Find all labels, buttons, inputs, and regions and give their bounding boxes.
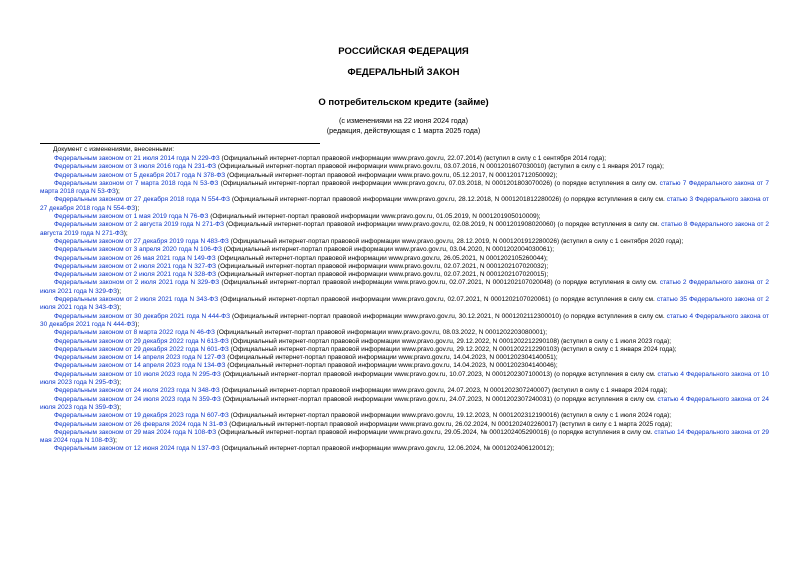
amendment-law-link[interactable]: Федеральным законом от 2 июля 2021 года N 327-ФЗ [54, 262, 217, 270]
amendment-closing-text: ); [123, 229, 128, 237]
amendment-article-link[interactable]: статью 4 Федерального закона от 30 декабря 2021 года N 444-ФЗ [40, 312, 770, 328]
amendment-item [40, 387, 769, 395]
amendment-publication-text: (Официальный интернет-портал правовой информации www.pravo.gov.ru, 24.07.2023, N 0001202307240031) (о порядке вступления в силу см. [220, 395, 658, 403]
amendment-law-link[interactable]: Федеральным законом от 2 июля 2021 года N 329-ФЗ [54, 279, 220, 287]
amendment-item [40, 313, 769, 330]
amendment-article-link[interactable]: статью 7 Федерального закона от 7 марта 2018 года N 53-ФЗ [40, 179, 769, 196]
amendment-publication-text: (Официальный интернет-портал правовой информации www.pravo.gov.ru, 22.07.2014) (вступил в силу с 1 сентября 2014 года); [219, 155, 607, 162]
amendment-law-link[interactable]: Федеральным законом от 30 декабря 2021 года N 444-ФЗ [54, 312, 231, 320]
amendment-closing-text: ); [117, 379, 122, 387]
amendment-law-link[interactable]: Федеральным законом от 1 мая 2019 года N 76-ФЗ [54, 213, 209, 221]
amendment-law-link[interactable]: Федеральным законом от 2 июля 2021 года N 343-ФЗ [54, 296, 219, 304]
document-title: О потребительском кредите (займе) [318, 97, 489, 108]
amendment-law-link[interactable]: Федеральным законом от 5 декабря 2017 года N 378-ФЗ [54, 171, 226, 179]
amendment-law-link[interactable]: Федеральным законом от 2 июля 2021 года N 328-ФЗ [54, 271, 217, 279]
changes-note: (с изменениями на 22 июня 2024 года) [338, 116, 469, 125]
amendment-publication-text: (Официальный интернет-портал правовой информации www.pravo.gov.ru, 28.12.2019, N 0001201912280026) (вступил в силу с 1 сентября 2020 года); [228, 237, 684, 245]
amendment-closing-text: ); [135, 204, 140, 212]
amendment-article-link[interactable]: статью 14 Федерального закона от 29 мая 2024 года N 108-ФЗ [40, 428, 769, 445]
amendment-item [40, 221, 769, 238]
amendments-list [40, 155, 769, 454]
amendment-publication-text: (Официальный интернет-портал правовой информации www.pravo.gov.ru, 14.04.2023, N 0001202304140051); [225, 354, 558, 362]
doc-type-heading: ФЕДЕРАЛЬНЫЙ ЗАКОН [347, 67, 460, 78]
amendment-article-link[interactable]: статью 2 Федерального закона от 2 июля 2021 года N 329-ФЗ [40, 279, 769, 295]
amendment-item [40, 396, 769, 413]
amendment-publication-text: (Официальный интернет-портал правовой информации www.pravo.gov.ru, 02.07.2021, N 0001202107020048) (о порядке вступления в силу см. [219, 279, 660, 287]
amendment-publication-text: (Официальный интернет-портал правовой информации www.pravo.gov.ru, 10.07.2023, N 0001202307100013) (о порядке вступления в силу см. [220, 370, 658, 378]
amendment-item [40, 163, 769, 171]
amendment-publication-text: (Официальный интернет-портал правовой информации www.pravo.gov.ru, 03.07.2016, N 0001201607030010) (вступил в силу с 1 января 2017 года); [216, 163, 664, 171]
country-heading: РОССИЙСКАЯ ФЕДЕРАЦИЯ [338, 46, 469, 57]
amendment-law-link[interactable]: Федеральным законом от 24 июля 2023 года N 348-ФЗ [54, 387, 220, 395]
amendment-publication-text: (Официальный интернет-портал правовой информации www.pravo.gov.ru, 30.12.2021, N 0001202112300010) (о порядке вступления в силу см. [230, 312, 667, 320]
amendment-publication-text: (Официальный интернет-портал правовой информации www.pravo.gov.ru, 29.12.2022, N 0001202212290103) (вступил в силу с 1 января 2024 года); [228, 345, 677, 353]
amendment-publication-text: (Официальный интернет-портал правовой информации www.pravo.gov.ru, 02.07.2021, N 0001202107020015); [216, 271, 549, 279]
amendment-publication-text: (Официальный интернет-портал правовой информации www.pravo.gov.ru, 03.04.2020, N 0001202004030061); [221, 246, 555, 254]
amendment-item [40, 338, 769, 346]
amendment-article-link[interactable]: статью 8 Федерального закона от 2 августа 2019 года N 271-ФЗ [40, 221, 770, 237]
edition-note: (редакция, действующая с 1 марта 2025 года) [326, 126, 481, 135]
amendment-item [40, 246, 769, 254]
amendment-publication-text: (Официальный интернет-портал правовой информации www.pravo.gov.ru, 12.06.2024, № 0001202406120012); [219, 445, 555, 453]
amendment-law-link[interactable]: Федеральным законом от 8 марта 2022 года N 46-ФЗ [54, 329, 215, 337]
amendment-article-link[interactable]: статью 35 Федерального закона от 2 июля 2021 года N 343-ФЗ [40, 296, 769, 312]
amendment-law-link[interactable]: Федеральным законом от 29 декабря 2022 года N 613-ФЗ [54, 337, 229, 345]
amendment-publication-text: (Официальный интернет-портал правовой информации www.pravo.gov.ru, 28.12.2018, N 0001201812280026) (о порядке вступления в силу см. [229, 196, 667, 204]
amendment-law-link[interactable]: Федеральным законом от 12 июня 2024 года N 137-ФЗ [54, 445, 220, 453]
amendment-law-link[interactable]: Федеральным законом от 3 апреля 2020 года N 106-ФЗ [54, 246, 222, 254]
amendment-law-link[interactable]: Федеральным законом от 14 апреля 2023 года N 127-ФЗ [54, 354, 226, 362]
amendment-item [40, 279, 769, 296]
amendment-publication-text: (Официальный интернет-портал правовой информации www.pravo.gov.ru, 29.12.2022, N 0001202212290108) (вступил в силу с 1 июля 2023 года); [228, 337, 672, 345]
amendment-publication-text: (Официальный интернет-портал правовой информации www.pravo.gov.ru, 26.05.2021, N 0001202105260044); [215, 254, 548, 262]
amendment-law-link[interactable]: Федеральным законом от 21 июля 2014 года N 229-ФЗ [54, 155, 220, 162]
amendment-article-link[interactable]: статью 3 Федерального закона от 27 декабря 2018 года N 554-ФЗ [40, 196, 769, 212]
amendment-publication-text: (Официальный интернет-портал правовой информации www.pravo.gov.ru, 08.03.2022, N 0001202203080001); [214, 329, 548, 337]
amendment-item [40, 296, 769, 313]
amendment-closing-text: ); [117, 403, 122, 411]
amendment-law-link[interactable]: Федеральным законом от 26 мая 2021 года N 149-ФЗ [54, 254, 216, 262]
amendment-publication-text: (Официальный интернет-портал правовой информации www.pravo.gov.ru, 01.05.2019, N 0001201905010009); [208, 213, 541, 221]
amendment-publication-text: (Официальный интернет-портал правовой информации www.pravo.gov.ru, 24.07.2023, N 0001202307240007) (вступил в силу с 1 января 2024 года); [219, 387, 668, 395]
amendment-item [40, 180, 769, 197]
amendment-publication-text: (Официальный интернет-портал правовой информации www.pravo.gov.ru, 29.05.2024, № 0001202405290016) (о порядке вступления в силу см. [216, 428, 655, 436]
amendment-law-link[interactable]: Федеральным законом от 14 апреля 2023 года N 134-ФЗ [54, 362, 226, 370]
amendment-item [40, 362, 769, 370]
header-divider [40, 143, 320, 144]
amendment-item [40, 255, 769, 263]
amendment-item [40, 172, 769, 180]
amendment-law-link[interactable]: Федеральным законом от 10 июля 2023 года N 295-ФЗ [54, 370, 221, 378]
amendment-law-link[interactable]: Федеральным законом от 19 декабря 2023 года N 607-ФЗ [54, 412, 229, 420]
amendment-item [40, 263, 769, 271]
amendment-item [40, 196, 769, 213]
amendment-closing-text: ); [115, 188, 120, 196]
amendment-item [40, 329, 769, 337]
amendment-law-link[interactable]: Федеральным законом от 2 августа 2019 года N 271-ФЗ [54, 221, 225, 229]
amendment-item [40, 346, 769, 354]
amendment-publication-text: (Официальный интернет-портал правовой информации www.pravo.gov.ru, 14.04.2023, N 0001202304140046); [225, 362, 558, 370]
amendment-law-link[interactable]: Федеральным законом от 7 марта 2018 года N 53-ФЗ [54, 179, 219, 187]
amendment-item [40, 421, 769, 429]
amendment-closing-text: ); [112, 437, 117, 445]
amendment-publication-text: (Официальный интернет-портал правовой информации www.pravo.gov.ru, 05.12.2017, N 0001201712050092); [225, 171, 558, 179]
amendment-article-link[interactable]: статью 4 Федерального закона от 24 июля 2023 года N 359-ФЗ [40, 395, 769, 411]
amendment-law-link[interactable]: Федеральным законом от 27 декабря 2019 года N 483-ФЗ [54, 237, 229, 245]
amendment-item [40, 445, 769, 453]
amendment-law-link[interactable]: Федеральным законом от 27 декабря 2018 года N 554-ФЗ [54, 196, 230, 204]
amendment-article-link[interactable]: статью 4 Федерального закона от 10 июля 2023 года N 295-ФЗ [40, 370, 769, 387]
amendment-publication-text: (Официальный интернет-портал правовой информации www.pravo.gov.ru, 02.08.2019, N 0001201908020060) (о порядке вступления в силу см. [224, 221, 662, 229]
amendment-law-link[interactable]: Федеральным законом от 29 мая 2024 года N 108-ФЗ [54, 428, 217, 436]
amendment-item [40, 429, 769, 446]
amendment-law-link[interactable]: Федеральным законом от 26 февраля 2024 года N 31-ФЗ [54, 420, 228, 428]
amendment-publication-text: (Официальный интернет-портал правовой информации www.pravo.gov.ru, 07.03.2018, N 0001201803070026) (о порядке вступления в силу см. [218, 179, 660, 187]
amendment-item [40, 412, 769, 420]
amendment-item [40, 371, 769, 388]
amendment-closing-text: ); [135, 320, 140, 328]
amendment-law-link[interactable]: Федеральным законом от 24 июля 2023 года N 359-ФЗ [54, 395, 221, 403]
amendment-publication-text: (Официальный интернет-портал правовой информации www.pravo.gov.ru, 02.07.2021, N 0001202107020032); [216, 262, 549, 270]
amendment-law-link[interactable]: Федеральным законом от 29 декабря 2022 года N 601-ФЗ [54, 345, 229, 353]
amendment-law-link[interactable]: Федеральным законом от 3 июля 2016 года N 231-ФЗ [54, 163, 217, 171]
amendment-closing-text: ); [117, 304, 122, 312]
amendment-publication-text: (Официальный интернет-портал правовой информации www.pravo.gov.ru, 02.07.2021, N 0001202107020061) (о порядке вступления в силу см. [218, 296, 657, 304]
amendment-publication-text: (Официальный интернет-портал правовой информации www.pravo.gov.ru, 26.02.2024, N 0001202402260017) (вступил в силу с 1 марта 2025 года); [227, 420, 673, 428]
amendment-closing-text: ); [117, 287, 122, 295]
amendments-intro: Документ с изменениями, внесенными: [53, 146, 175, 153]
amendment-publication-text: (Официальный интернет-портал правовой информации www.pravo.gov.ru, 19.12.2023, N 0001202312190016) (вступил в силу с 1 июля 2024 года); [228, 412, 672, 420]
